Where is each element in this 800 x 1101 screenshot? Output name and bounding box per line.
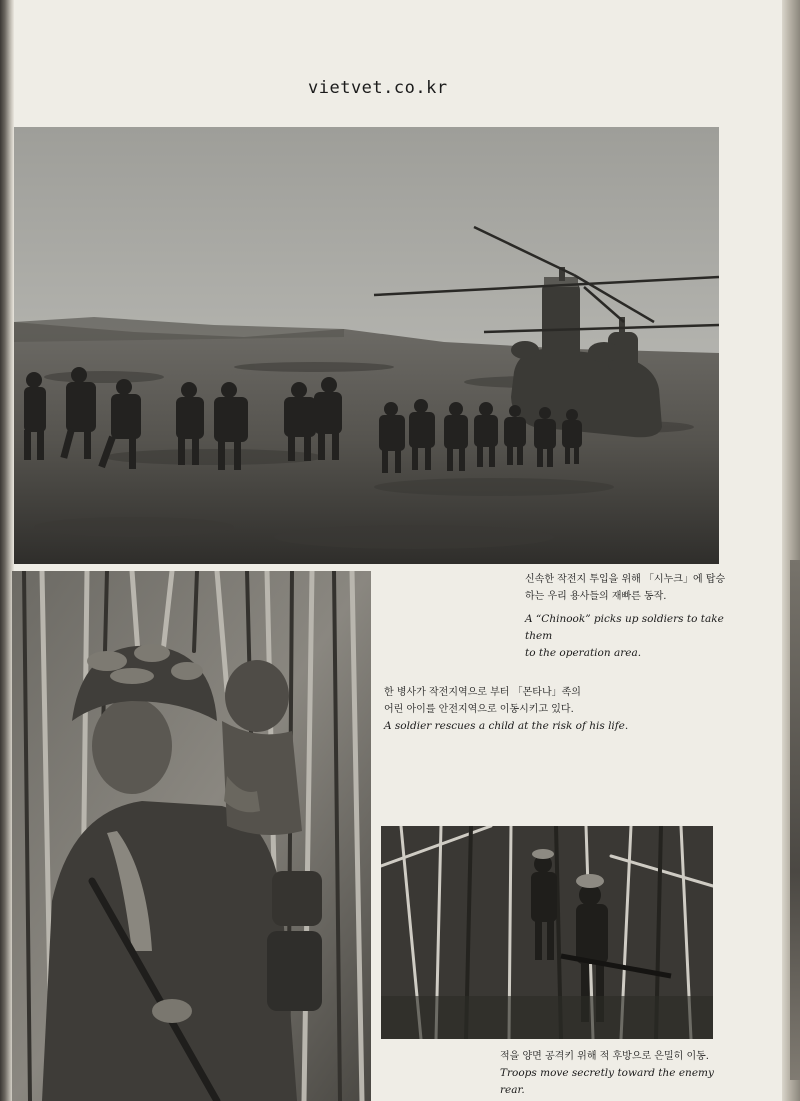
caption-korean-line: 한 병사가 작전지역으로 부터 「몬타나」족의 [384, 687, 581, 698]
caption-korean-line: 적을 양면 공격키 위해 적 후방으로 은밀히 이동. [500, 1051, 709, 1062]
caption-english-line: A soldier rescues a child at the risk of his life. [384, 720, 629, 732]
caption-korean-line: 하는 우리 용사들의 재빠른 동작. [525, 591, 667, 602]
scan-page-edge [782, 0, 800, 1101]
caption-korean-line: 어린 아이를 안전지역으로 이동시키고 있다. [384, 704, 574, 715]
jungle-troops-photo [381, 826, 713, 1039]
chinook-troops-photo [14, 127, 719, 564]
soldier-child-caption [384, 684, 644, 735]
caption-english-line: A “Chinook” picks up soldiers to take them [525, 613, 724, 642]
caption-english-line: Troops move secretly toward the enemy rear. [500, 1067, 714, 1096]
site-watermark: vietvet.co.kr [308, 78, 448, 98]
soldier-carrying-child-photo [12, 571, 371, 1101]
caption-korean-line: 신속한 작전지 투입을 위해 「시누크」에 탑승 [525, 574, 726, 585]
chinook-caption [525, 571, 735, 662]
caption-english-line: to the operation area. [525, 647, 642, 659]
jungle-troops-caption [500, 1048, 740, 1099]
